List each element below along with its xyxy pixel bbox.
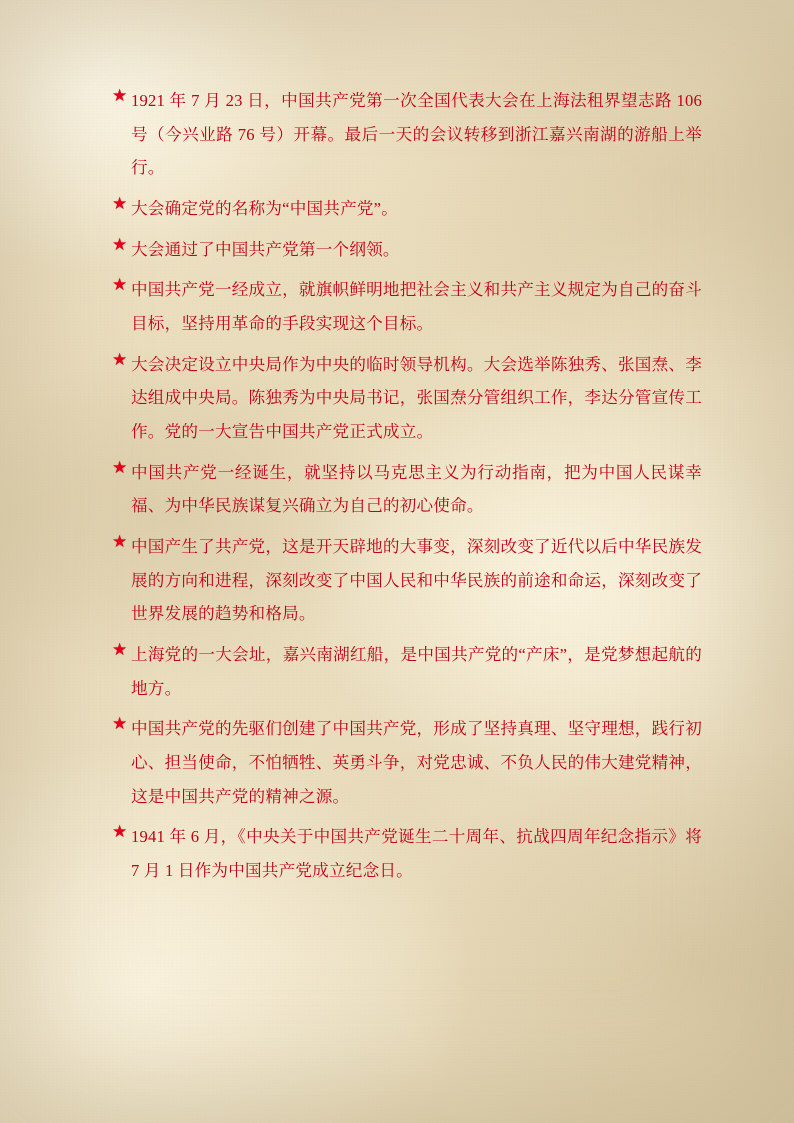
star-icon: ★ — [112, 194, 128, 214]
list-item — [112, 233, 702, 267]
list-item-text: 中国共产党一经成立，就旗帜鲜明地把社会主义和共产主义规定为自己的奋斗目标，坚持用革命的手段实现这个目标。 — [131, 280, 702, 334]
star-icon: ★ — [112, 457, 128, 477]
list-item-text: 大会确定党的名称为“中国共产党”。 — [131, 199, 399, 219]
list-item-text: 大会通过了中国共产党第一个纲领。 — [131, 239, 400, 259]
list-item-text: 1941 年 6 月，《中央关于中国共产党诞生二十周年、抗战四周年纪念指示》将 7 月 1 日作为中国共产党成立纪念日。 — [131, 827, 702, 881]
list-item — [112, 638, 702, 705]
list-item — [112, 273, 702, 340]
star-icon: ★ — [112, 275, 128, 295]
star-icon: ★ — [112, 234, 128, 254]
list-item — [112, 192, 702, 226]
star-icon: ★ — [112, 349, 128, 369]
list-item — [112, 348, 702, 449]
list-item — [112, 712, 702, 813]
list-item — [112, 820, 702, 887]
star-icon: ★ — [112, 822, 128, 842]
star-icon: ★ — [112, 86, 128, 105]
list-item — [112, 530, 702, 631]
list-item — [112, 456, 702, 523]
list-item-text: 中国共产党一经诞生，就坚持以马克思主义为行动指南，把为中国人民谋幸福、为中华民族谋复兴确立为自己的初心使命。 — [131, 462, 702, 516]
star-icon: ★ — [112, 640, 128, 660]
list-item-text: 大会决定设立中央局作为中央的临时领导机构。大会选举陈独秀、张国焘、李达组成中央局。陈独秀为中央局书记，张国焘分管组织工作，李达分管宣传工作。党的一大宣告中国共产党正式成立。 — [131, 354, 702, 442]
list-item-text: 上海党的一大会址，嘉兴南湖红船，是中国共产党的“产床”，是党梦想起航的地方。 — [131, 645, 702, 698]
list-item-text: 1921 年 7 月 23 日，中国共产党第一次全国代表大会在上海法租界望志路 106 号（今兴业路 76 号）开幕。最后一天的会议转移到浙江嘉兴南湖的游船上举行。 — [131, 91, 702, 178]
bullet-list — [112, 84, 702, 895]
star-icon: ★ — [112, 714, 128, 734]
list-item-text: 中国产生了共产党，这是开天辟地的大事变，深刻改变了近代以后中华民族发展的方向和进程，深刻改变了中国人民和中华民族的前途和命运，深刻改变了世界发展的趋势和格局。 — [131, 537, 702, 624]
star-icon: ★ — [112, 532, 128, 552]
list-item-text: 中国共产党的先驱们创建了中国共产党，形成了坚持真理、坚守理想，践行初心、担当使命，不怕牺牲、英勇斗争，对党忠诚、不负人民的伟大建党精神，这是中国共产党的精神之源。 — [131, 719, 702, 806]
list-item — [112, 84, 702, 185]
